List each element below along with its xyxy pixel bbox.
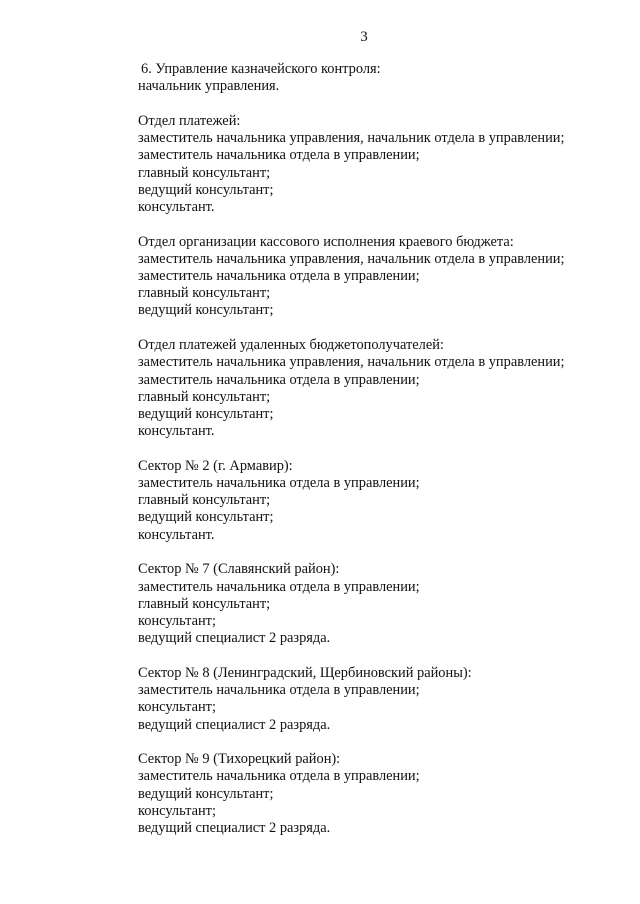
position-line: заместитель начальника отдела в управлении; bbox=[138, 371, 420, 388]
section bbox=[138, 113, 608, 216]
position-line: заместитель начальника отдела в управлении; bbox=[138, 768, 420, 785]
section-heading: Отдел платежей удаленных бюджетополучателей: bbox=[138, 337, 444, 354]
position-line: главный консультант; bbox=[138, 388, 271, 405]
position-line: консультант. bbox=[138, 526, 215, 543]
position-line: ведущий консультант; bbox=[138, 509, 274, 526]
position-line: ведущий консультант; bbox=[138, 181, 274, 198]
position-line: заместитель начальника управления, начальник отдела в управлении; bbox=[138, 130, 565, 147]
section-heading: Отдел платежей: bbox=[138, 112, 241, 129]
position-line: консультант; bbox=[138, 802, 216, 819]
section-heading: Сектор № 7 (Славянский район): bbox=[138, 561, 340, 578]
section-heading: Отдел организации кассового исполнения краевого бюджета: bbox=[138, 233, 514, 250]
position-line: главный консультант; bbox=[138, 285, 271, 302]
position-line: заместитель начальника отдела в управлении; bbox=[138, 268, 420, 285]
section bbox=[138, 458, 608, 544]
section-heading: Сектор № 2 (г. Армавир): bbox=[138, 457, 293, 474]
position-line: ведущий специалист 2 разряда. bbox=[138, 630, 331, 647]
position-line: заместитель начальника управления, начальник отдела в управлении; bbox=[138, 250, 565, 267]
position-line: заместитель начальника отдела в управлении; bbox=[138, 147, 420, 164]
section bbox=[138, 234, 608, 320]
position-line: начальник управления. bbox=[138, 78, 280, 95]
position-line: ведущий консультант; bbox=[138, 785, 274, 802]
position-line: ведущий консультант; bbox=[138, 302, 274, 319]
position-line: консультант; bbox=[138, 612, 216, 629]
position-line: заместитель начальника управления, начальник отдела в управлении; bbox=[138, 354, 565, 371]
position-line: консультант; bbox=[138, 699, 216, 716]
position-line: главный консультант; bbox=[138, 492, 271, 509]
position-line: главный консультант; bbox=[138, 595, 271, 612]
position-line: ведущий специалист 2 разряда. bbox=[138, 820, 331, 837]
position-line: заместитель начальника отдела в управлении; bbox=[138, 475, 420, 492]
section-heading: Сектор № 9 (Тихорецкий район): bbox=[138, 751, 341, 768]
position-line: главный консультант; bbox=[138, 164, 271, 181]
page-number: 3 bbox=[360, 29, 368, 45]
section-heading: Сектор № 8 (Ленинградский, Щербиновский районы): bbox=[138, 664, 472, 681]
document-body bbox=[138, 61, 608, 837]
section bbox=[138, 665, 608, 734]
position-line: консультант. bbox=[138, 423, 215, 440]
position-line: ведущий консультант; bbox=[138, 405, 274, 422]
section bbox=[138, 751, 608, 837]
position-line: заместитель начальника отдела в управлении; bbox=[138, 578, 420, 595]
section bbox=[138, 61, 608, 95]
section bbox=[138, 561, 608, 647]
position-line: консультант. bbox=[138, 198, 215, 215]
section-heading: 6. Управление казначейского контроля: bbox=[141, 61, 381, 77]
position-line: заместитель начальника отдела в управлении; bbox=[138, 682, 420, 699]
section bbox=[138, 337, 608, 440]
position-line: ведущий специалист 2 разряда. bbox=[138, 716, 331, 733]
